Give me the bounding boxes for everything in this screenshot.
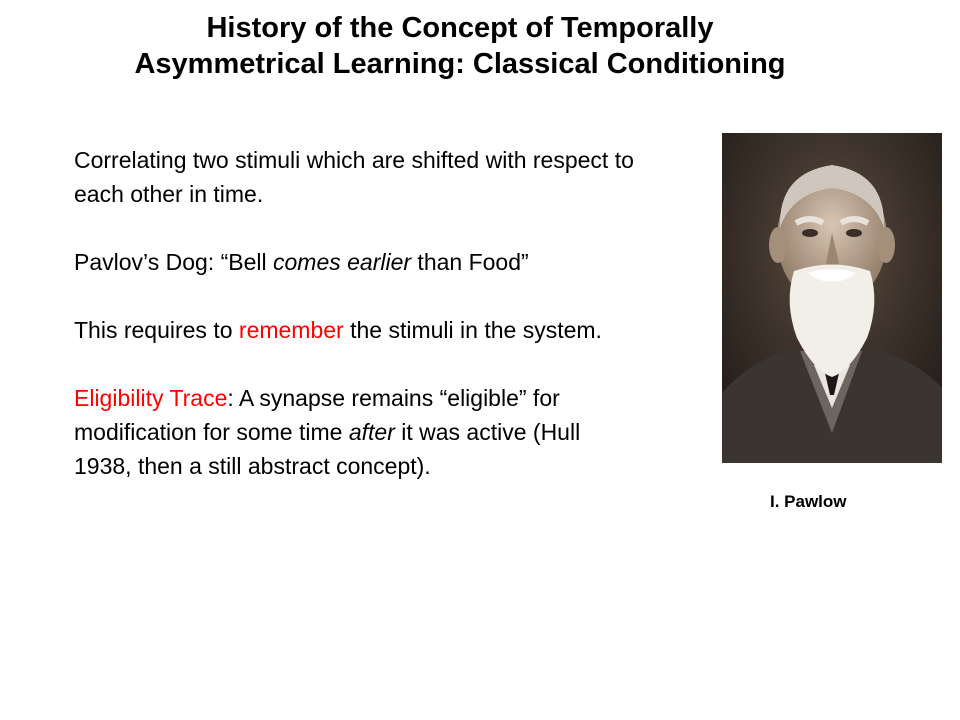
paragraph-eligibility: [74, 381, 634, 483]
paragraph-pavlov-dog: [74, 245, 634, 279]
eligibility-emphasis: after: [348, 419, 395, 445]
pavlov-emphasis: comes earlier: [273, 249, 412, 275]
slide-title: [0, 10, 920, 82]
remember-text-a: This requires to: [74, 317, 239, 343]
pavlov-text-a: Pavlov’s Dog: “Bell: [74, 249, 273, 275]
portrait-caption: I. Pawlow: [770, 492, 847, 511]
eligibility-trace-term: Eligibility Trace: [74, 385, 228, 411]
paragraph-remember: [74, 313, 634, 347]
remember-text-b: the stimuli in the system.: [343, 317, 602, 343]
title-line-1: History of the Concept of Temporally: [206, 12, 714, 44]
portrait-drawing: [722, 133, 942, 463]
paragraph-correlating: Correlating two stimuli which are shifted with respect to each other in time.: [74, 147, 634, 207]
eligibility-text-b: it was active (Hull 1938, then a still abstract concept).: [74, 419, 581, 479]
pavlov-text-b: than Food”: [411, 249, 529, 275]
eligibility-text-a: : A synapse remains “eligible” for modification for some time: [74, 385, 560, 445]
pavlov-portrait: [722, 133, 942, 463]
title-line-2: Asymmetrical Learning: Classical Conditioning: [134, 48, 786, 80]
remember-highlight: remember: [238, 317, 344, 343]
slide-body: [74, 143, 634, 517]
